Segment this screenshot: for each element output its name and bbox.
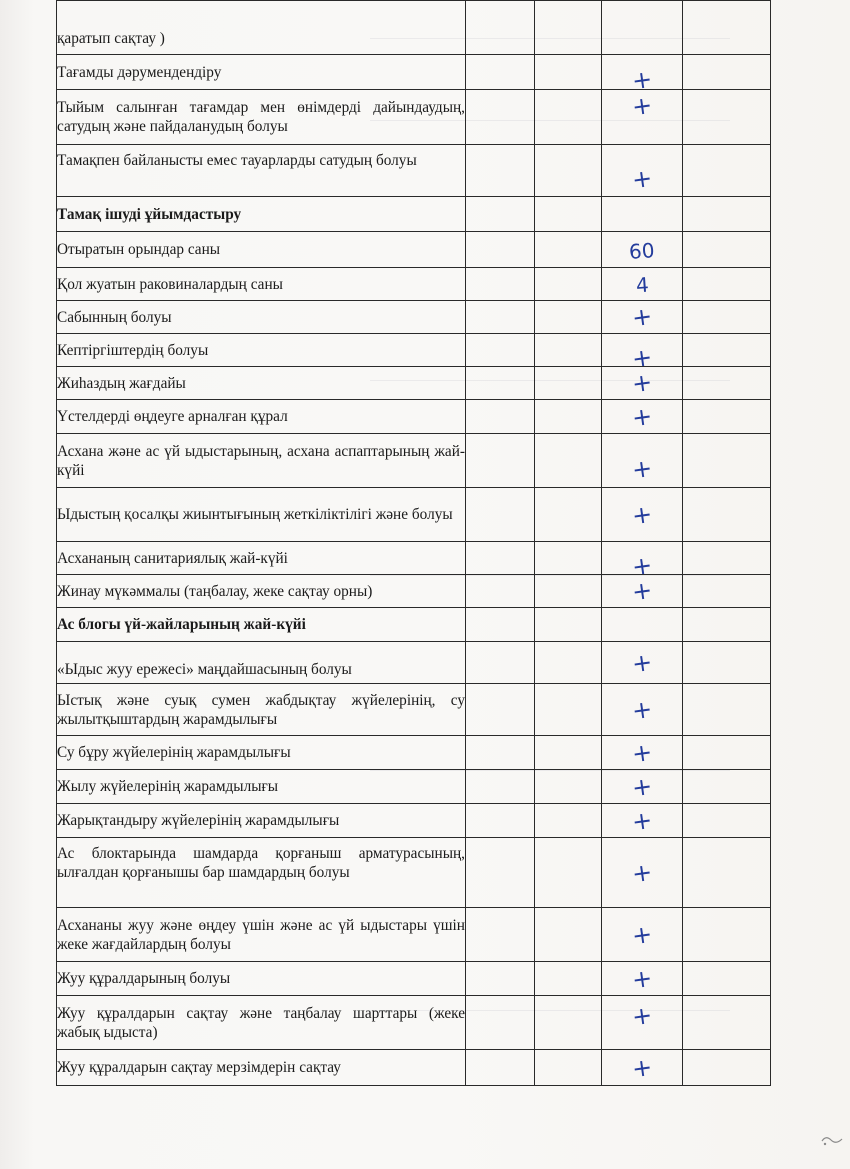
criterion-label: Асхана және ас үй ыдыстарының, асхана аспаптарының жай-күйі xyxy=(57,434,466,488)
empty-cell xyxy=(683,232,771,268)
table-row xyxy=(57,301,771,334)
empty-cell xyxy=(466,996,535,1050)
section-header-row xyxy=(57,197,771,232)
empty-cell xyxy=(683,770,771,804)
empty-cell xyxy=(466,400,535,434)
table-row xyxy=(57,1,771,55)
empty-cell xyxy=(683,434,771,488)
handwritten-mark: + xyxy=(602,770,683,804)
handwritten-mark: + xyxy=(602,838,683,908)
table-row xyxy=(57,434,771,488)
empty-cell xyxy=(535,301,602,334)
handwritten-mark: + xyxy=(602,334,683,367)
handwritten-mark: + xyxy=(602,434,683,488)
criterion-label: Жуу құралдарының болуы xyxy=(57,962,466,996)
empty-cell xyxy=(535,642,602,684)
empty-cell xyxy=(535,90,602,145)
empty-cell xyxy=(535,908,602,962)
handwritten-mark: + xyxy=(602,55,683,90)
section-title: Тамақ ішуді ұйымдастыру xyxy=(57,197,466,232)
empty-cell xyxy=(683,608,771,642)
table-row xyxy=(57,488,771,542)
empty-cell xyxy=(535,1050,602,1086)
empty-cell xyxy=(535,962,602,996)
criterion-label: Жарықтандыру жүйелерінің жарамдылығы xyxy=(57,804,466,838)
scan-speck-icon xyxy=(820,1133,844,1147)
empty-cell xyxy=(683,542,771,575)
empty-cell xyxy=(466,434,535,488)
criterion-label: Су бұру жүйелерінің жарамдылығы xyxy=(57,736,466,770)
empty-cell xyxy=(683,301,771,334)
handwritten-mark: + xyxy=(602,736,683,770)
handwritten-mark: + xyxy=(602,804,683,838)
empty-cell xyxy=(466,301,535,334)
empty-cell xyxy=(466,962,535,996)
empty-cell xyxy=(683,684,771,736)
table-row xyxy=(57,232,771,268)
empty-cell xyxy=(466,1,535,55)
empty-cell xyxy=(466,268,535,301)
empty-cell xyxy=(535,334,602,367)
empty-cell xyxy=(535,838,602,908)
empty-cell xyxy=(535,575,602,608)
empty-cell xyxy=(683,400,771,434)
table-row xyxy=(57,838,771,908)
handwritten-mark: + xyxy=(602,642,683,684)
handwritten-mark: + xyxy=(602,400,683,434)
empty-cell xyxy=(683,838,771,908)
table-row xyxy=(57,367,771,400)
criterion-label: «Ыдыс жуу ережесі» маңдайшасының болуы xyxy=(57,642,466,684)
table-row xyxy=(57,996,771,1050)
table-row xyxy=(57,400,771,434)
table-row xyxy=(57,542,771,575)
empty-cell xyxy=(683,996,771,1050)
empty-cell xyxy=(466,908,535,962)
handwritten-mark: + xyxy=(602,908,683,962)
criterion-label: Тыйым салынған тағамдар мен өнімдерді дайындаудың, сатудың және пайдаланудың болуы xyxy=(57,90,466,145)
criterion-label: Отыратын орындар саны xyxy=(57,232,466,268)
handwritten-mark: 4 xyxy=(602,268,683,301)
empty-cell xyxy=(466,684,535,736)
handwritten-mark: 60 xyxy=(602,232,683,268)
table-row xyxy=(57,55,771,90)
empty-cell xyxy=(683,90,771,145)
criterion-label: Ас блоктарында шамдарда қорғаныш арматурасының, ылғалдан қорғанышы бар шамдардың болуы xyxy=(57,838,466,908)
criterion-label: Жылу жүйелерінің жарамдылығы xyxy=(57,770,466,804)
empty-cell xyxy=(535,232,602,268)
table-row xyxy=(57,642,771,684)
table-row xyxy=(57,90,771,145)
criterion-label: Кептіргіштердің болуы xyxy=(57,334,466,367)
table-row xyxy=(57,575,771,608)
criterion-label: қаратып сақтау ) xyxy=(57,1,466,55)
table-row xyxy=(57,268,771,301)
empty-cell xyxy=(466,575,535,608)
criterion-label: Асхананы жуу және өңдеу үшін және ас үй ыдыстары үшін жеке жағдайлардың болуы xyxy=(57,908,466,962)
empty-cell xyxy=(466,55,535,90)
criterion-label: Қол жуатын раковиналардың саны xyxy=(57,268,466,301)
empty-cell xyxy=(466,367,535,400)
empty-cell xyxy=(602,197,683,232)
section-title: Ас блогы үй-жайларының жай-күйі xyxy=(57,608,466,642)
criterion-label: Тағамды дәрумендендіру xyxy=(57,55,466,90)
empty-cell xyxy=(535,268,602,301)
empty-cell xyxy=(683,145,771,197)
empty-cell xyxy=(535,400,602,434)
empty-cell xyxy=(683,197,771,232)
empty-cell xyxy=(535,736,602,770)
empty-cell xyxy=(535,367,602,400)
empty-cell xyxy=(683,268,771,301)
criterion-label: Үстелдерді өңдеуге арналған құрал xyxy=(57,400,466,434)
handwritten-mark: + xyxy=(602,367,683,400)
empty-cell xyxy=(535,804,602,838)
empty-cell xyxy=(535,1,602,55)
empty-cell xyxy=(535,488,602,542)
criterion-label: Сабынның болуы xyxy=(57,301,466,334)
empty-cell xyxy=(683,1,771,55)
handwritten-mark: + xyxy=(602,996,683,1050)
criterion-label: Тамақпен байланысты емес тауарларды сатудың болуы xyxy=(57,145,466,197)
empty-cell xyxy=(683,55,771,90)
empty-cell xyxy=(466,608,535,642)
empty-cell xyxy=(683,1050,771,1086)
handwritten-mark: + xyxy=(602,145,683,197)
empty-cell xyxy=(466,770,535,804)
table-row xyxy=(57,736,771,770)
empty-cell xyxy=(683,488,771,542)
handwritten-mark: + xyxy=(602,684,683,736)
table-row xyxy=(57,1050,771,1086)
empty-cell xyxy=(602,608,683,642)
table-row xyxy=(57,145,771,197)
table-row xyxy=(57,804,771,838)
table-row xyxy=(57,962,771,996)
table-row xyxy=(57,684,771,736)
handwritten-mark: + xyxy=(602,962,683,996)
empty-cell xyxy=(535,608,602,642)
criterion-label: Асхананың санитариялық жай-күйі xyxy=(57,542,466,575)
handwritten-mark: + xyxy=(602,575,683,608)
empty-cell xyxy=(683,334,771,367)
table-row xyxy=(57,334,771,367)
inspection-checklist-table xyxy=(56,0,771,1086)
criterion-label: Жиһаздың жағдайы xyxy=(57,367,466,400)
handwritten-mark: + xyxy=(602,1050,683,1086)
empty-cell xyxy=(466,334,535,367)
empty-cell xyxy=(535,684,602,736)
section-header-row xyxy=(57,608,771,642)
empty-cell xyxy=(466,736,535,770)
empty-cell xyxy=(683,642,771,684)
empty-cell xyxy=(535,542,602,575)
empty-cell xyxy=(466,642,535,684)
empty-cell xyxy=(535,996,602,1050)
criterion-label: Жинау мүкәммалы (таңбалау, жеке сақтау орны) xyxy=(57,575,466,608)
handwritten-mark xyxy=(602,1,683,55)
empty-cell xyxy=(466,197,535,232)
empty-cell xyxy=(535,434,602,488)
criterion-label: Ыстық және суық сумен жабдықтау жүйелерінің, су жылытқыштардың жарамдылығы xyxy=(57,684,466,736)
empty-cell xyxy=(683,962,771,996)
empty-cell xyxy=(466,232,535,268)
empty-cell xyxy=(683,908,771,962)
empty-cell xyxy=(683,804,771,838)
empty-cell xyxy=(466,804,535,838)
empty-cell xyxy=(683,367,771,400)
empty-cell xyxy=(466,1050,535,1086)
empty-cell xyxy=(466,488,535,542)
empty-cell xyxy=(466,838,535,908)
empty-cell xyxy=(535,55,602,90)
handwritten-mark: + xyxy=(602,301,683,334)
criterion-label: Жуу құралдарын сақтау мерзімдерін сақтау xyxy=(57,1050,466,1086)
empty-cell xyxy=(466,145,535,197)
empty-cell xyxy=(683,575,771,608)
empty-cell xyxy=(683,736,771,770)
handwritten-mark: + xyxy=(602,488,683,542)
empty-cell xyxy=(535,145,602,197)
handwritten-mark: + xyxy=(602,90,683,145)
handwritten-mark: + xyxy=(602,542,683,575)
empty-cell xyxy=(466,542,535,575)
empty-cell xyxy=(535,770,602,804)
criterion-label: Жуу құралдарын сақтау және таңбалау шарттары (жеке жабық ыдыста) xyxy=(57,996,466,1050)
criterion-label: Ыдыстың қосалқы жиынтығының жеткіліктілігі және болуы xyxy=(57,488,466,542)
table-row xyxy=(57,908,771,962)
table-row xyxy=(57,770,771,804)
empty-cell xyxy=(466,90,535,145)
empty-cell xyxy=(535,197,602,232)
